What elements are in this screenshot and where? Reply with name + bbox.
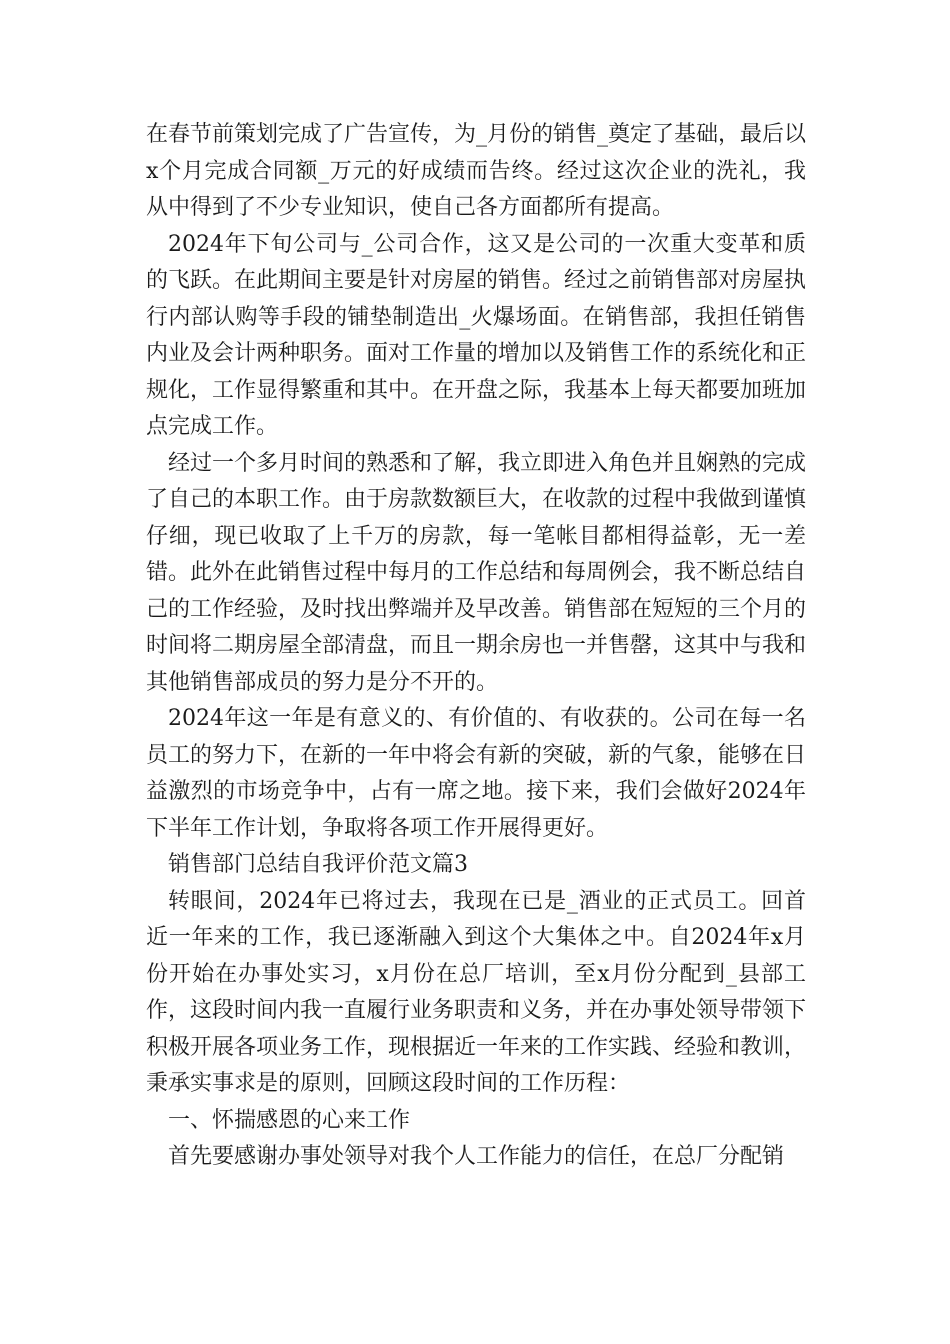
paragraph-6: 首先要感谢办事处领导对我个人工作能力的信任，在总厂分配销: [168, 1144, 785, 1169]
subheading: 一、怀揣感恩的心来工作: [168, 1107, 411, 1133]
section-title: 销售部门总结自我评价范文篇3: [168, 852, 468, 877]
paragraph-3: 经过一个多月时间的熟悉和了解，我立即进入角色并且娴熟的完成了自己的本职工作。由于房款数额巨大，在收款的过程中我做到谨慎仔细，现已收取了上千万的房款，每一笔帐目都相得益彰，无一差错。此外在此销售过程中每月的工作总结和每周例会，我不断总结自己的工作经验，及时找出弊端并及早改善。销售部在短短的三个月的时间将二期房屋全部清盘，而且一期余房也一并售罄，这其中与我和其他销售部成员的努力是分不开的。: [146, 450, 807, 695]
paragraph-2: 2024年下旬公司与_公司合作，这又是公司的一次重大变革和质的飞跃。在此期间主要是针对房屋的销售。经过之前销售部对房屋执行内部认购等手段的铺垫制造出_火爆场面。在销售部，我担任销售内业及会计两种职务。面对工作量的增加以及销售工作的系统化和正规化，工作显得繁重和其中。在开盘之际，我基本上每天都要加班加点完成工作。: [146, 231, 807, 439]
body-text: [146, 117, 806, 1176]
paragraph-4: 2024年这一年是有意义的、有价值的、有收获的。公司在每一名员工的努力下，在新的一年中将会有新的突破，新的气象，能够在日益激烈的市场竞争中，占有一席之地。接下来，我们会做好2024年下半年工作计划，争取将各项工作开展得更好。: [146, 706, 807, 841]
paragraph-5: 转眼间，2024年已将过去，我现在已是_酒业的正式员工。回首近一年来的工作，我已逐渐融入到这个大集体之中。自2024年x月份开始在办事处实习，x月份在总厂培训，至x月份分配到_县部工作，这段时间内我一直履行业务职责和义务，并在办事处领导带领下积极开展各项业务工作，现根据近一年来的工作实践、经验和教训，秉承实事求是的原则，回顾这段时间的工作历程：: [146, 888, 807, 1096]
paragraph-1: 在春节前策划完成了广告宣传，为_月份的销售_奠定了基础，最后以x个月完成合同额_万元的好成绩而告终。经过这次企业的洗礼，我从中得到了不少专业知识，使自己各方面都所有提高。: [146, 122, 807, 220]
